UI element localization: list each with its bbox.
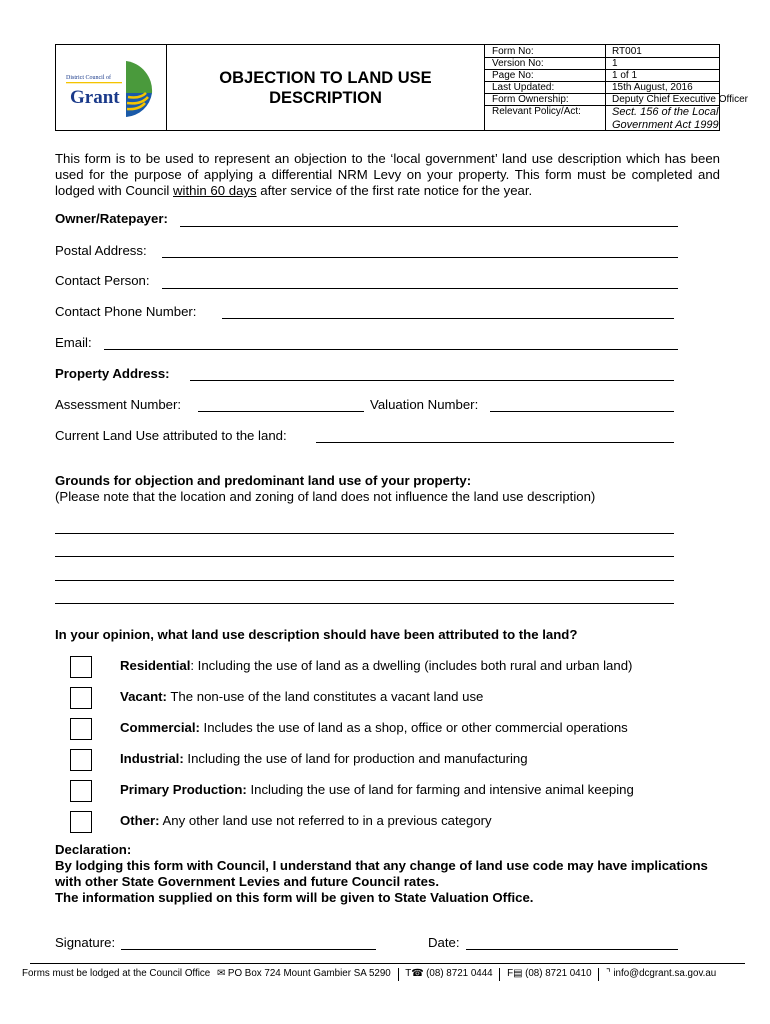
logo-text-main: Grant [70,87,120,108]
meta-label: Relevant Policy/Act: [492,106,581,117]
grounds-heading: Grounds for objection and predominant land use of your property: [55,473,472,488]
envelope-icon: ✉ [216,968,226,979]
meta-value: Deputy Chief Executive Officer [612,94,748,105]
meta-value: RT001 [612,46,642,57]
meta-label: Form No: [492,46,534,57]
footer-email[interactable]: info@dcgrant.sa.gov.au [613,968,717,979]
contact-person-label: Contact Person: [55,273,150,288]
intro-paragraph [55,151,720,199]
assessment-field[interactable] [198,411,364,412]
current-use-field[interactable] [316,442,674,443]
option-name: Other: [120,813,160,828]
contact-phone-field[interactable] [222,318,674,319]
council-logo [64,59,159,119]
contact-person-field[interactable] [162,288,678,289]
meta-label: Form Ownership: [492,94,569,105]
declaration-text: By lodging this form with Council, I understand that any change of land use code may have implications with other State Government Levies and future Council rates. [55,858,708,889]
footer-po-box: PO Box 724 Mount Gambier SA 5290 [227,968,391,979]
current-use-label: Current Land Use attributed to the land: [55,428,287,443]
industrial-checkbox[interactable] [70,749,92,771]
grounds-line[interactable] [55,556,674,557]
option-desc: Including the use of land for farming and intensive animal keeping [246,782,634,797]
postal-field[interactable] [162,257,678,258]
intro-text: This form is to be used to represent an objection to the ‘local government’ land use description which has been used for the purpose of applying a differential NRM Levy on your property. This form must be completed and lodged with Council [55,151,720,198]
declaration [55,842,725,906]
footer [22,967,762,982]
valuation-label: Valuation Number: [370,397,479,412]
intro-text-end: after service of the first rate notice for the year. [256,183,533,198]
contact-phone-label: Contact Phone Number: [55,304,197,319]
other-checkbox[interactable] [70,811,92,833]
form-title: OBJECTION TO LAND USE DESCRIPTION [167,45,485,130]
grounds-line[interactable] [55,603,674,604]
meta-value: 1 [612,58,618,69]
option-name: Primary Production: [120,782,247,797]
date-label: Date: [428,935,460,950]
grounds-line[interactable] [55,533,674,534]
vacant-checkbox[interactable] [70,687,92,709]
option-commercial [120,720,628,736]
intro-deadline: within 60 days [173,183,257,198]
assessment-label: Assessment Number: [55,397,182,412]
postal-label: Postal Address: [55,243,147,258]
footer-fax: (08) 8721 0410 [525,968,592,979]
residential-checkbox[interactable] [70,656,92,678]
meta-label: Version No: [492,58,544,69]
footer-lodged: Forms must be lodged at the Council Office [22,968,211,979]
option-desc: Including the use of land for production and manufacturing [183,751,528,766]
owner-label: Owner/Ratepayer: [55,211,168,226]
phone-icon: T☎ [405,968,424,979]
option-desc: Any other land use not referred to in a previous category [159,813,492,828]
email-label: Email: [55,335,92,350]
mouse-icon: ⌝ [606,968,611,979]
property-field[interactable] [190,380,674,381]
grounds-note: (Please note that the location and zoning of land does not influence the land use description) [55,489,596,504]
logo-cell [56,45,167,130]
footer-divider [30,963,745,964]
meta-value: Sect. 156 of the Local Government Act 1999 [612,106,719,131]
form-header [55,44,748,131]
option-name: Commercial: [120,720,200,735]
property-label: Property Address: [55,366,170,381]
option-desc: The non-use of the land constitutes a vacant land use [166,689,484,704]
meta-value: 1 of 1 [612,70,638,81]
option-name: Residential [120,658,191,673]
option-desc: Includes the use of land as a shop, office or other commercial operations [199,720,628,735]
option-name: Vacant: [120,689,167,704]
signature-label: Signature: [55,935,116,950]
date-field[interactable] [466,949,678,950]
option-desc: : Including the use of land as a dwelling (includes both rural and urban land) [190,658,633,673]
option-vacant [120,689,483,705]
valuation-field[interactable] [490,411,674,412]
option-residential [120,658,632,674]
logo-text-top: District Council of [66,75,111,81]
declaration-title: Declaration: [55,842,132,857]
grounds-line[interactable] [55,580,674,581]
option-other [120,813,492,829]
option-name: Industrial: [120,751,184,766]
form-meta-table [485,45,748,131]
owner-field[interactable] [180,226,678,227]
option-industrial [120,751,528,767]
meta-label: Page No: [492,70,534,81]
land-use-question: In your opinion, what land use description should have been attributed to the land? [55,627,578,642]
signature-field[interactable] [121,949,376,950]
email-field[interactable] [104,349,678,350]
option-primary-production [120,782,634,798]
commercial-checkbox[interactable] [70,718,92,740]
fax-icon: F▤ [507,968,523,979]
meta-value: 15th August, 2016 [612,82,693,93]
meta-label: Last Updated: [492,82,555,93]
primary-production-checkbox[interactable] [70,780,92,802]
declaration-valuation-note: The information supplied on this form will be given to State Valuation Office. [55,890,534,905]
footer-phone: (08) 8721 0444 [426,968,493,979]
